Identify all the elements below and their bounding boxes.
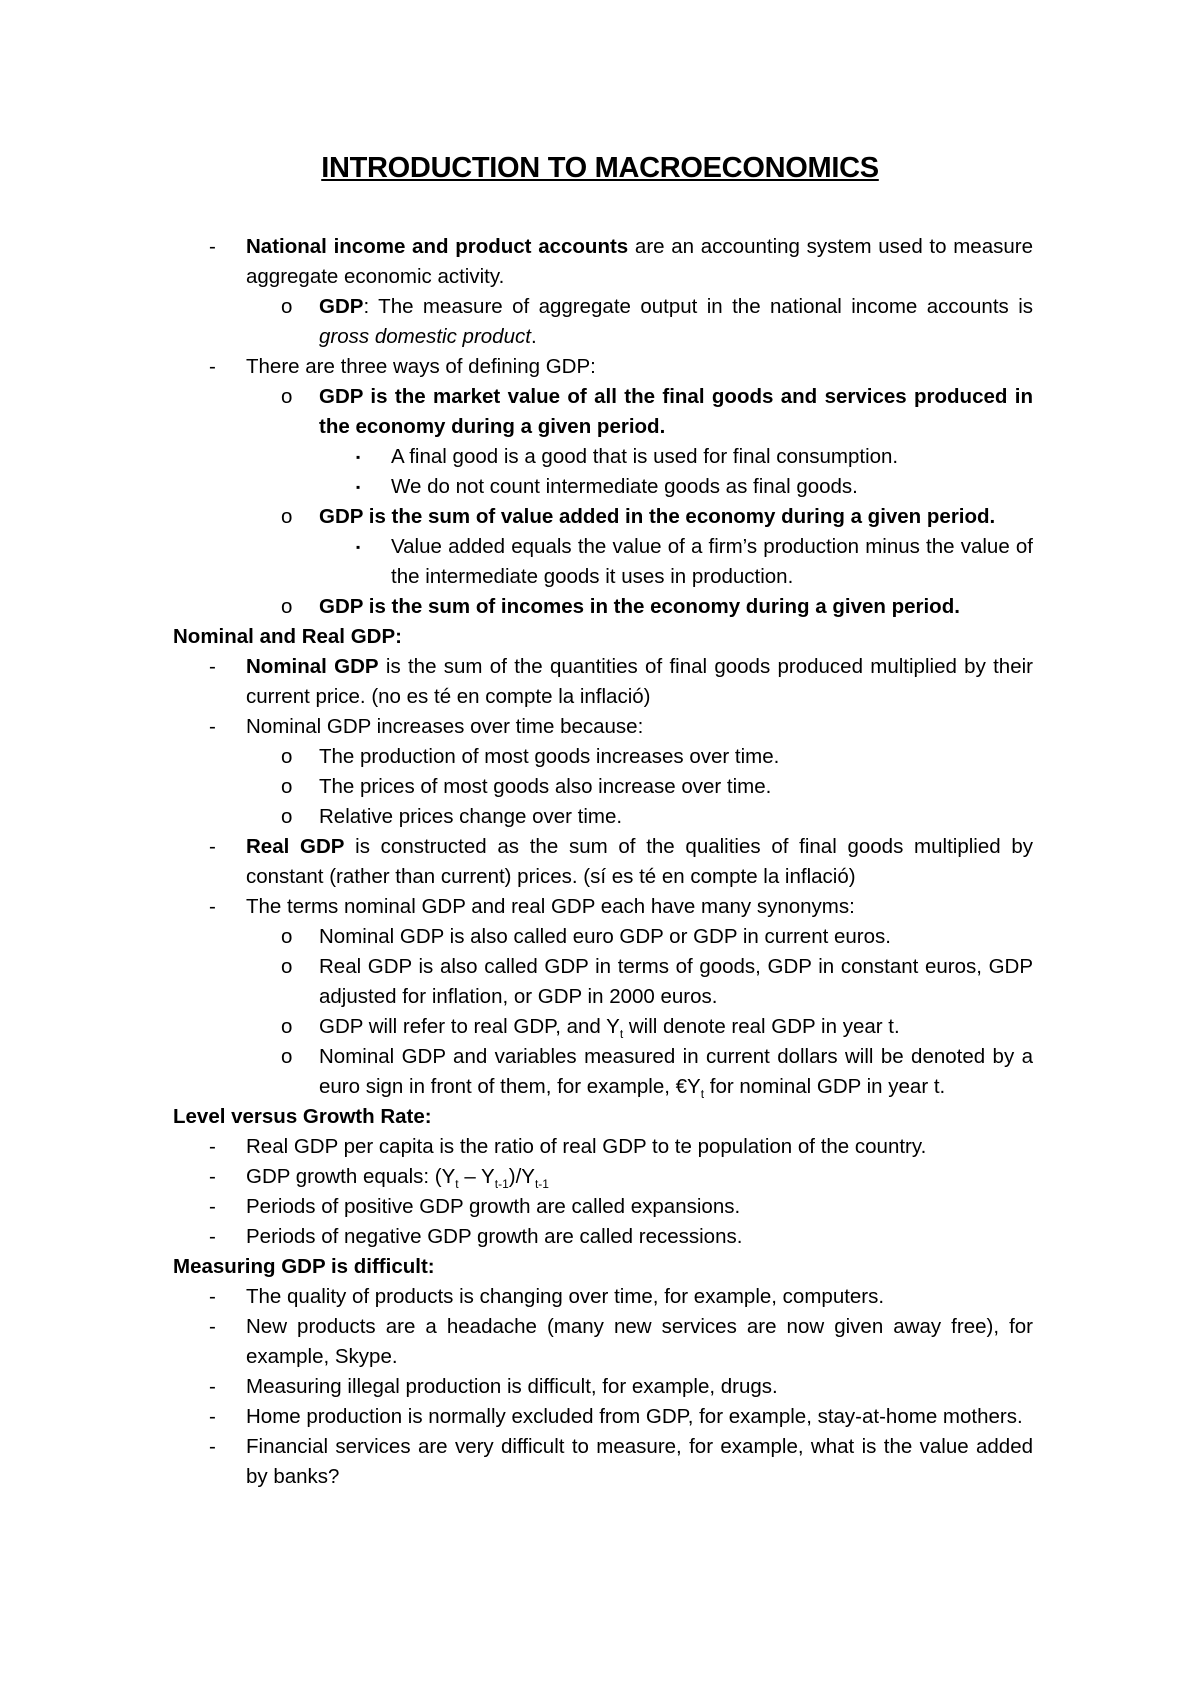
dash-bullet-marker: - [209, 715, 216, 738]
bold-text: GDP is the market value of all the final goods and services produced in the economy during a given period. [319, 385, 1033, 438]
subscript: t [455, 1177, 459, 1192]
list-item [281, 742, 1033, 772]
list-item [209, 1222, 1033, 1252]
list-item [281, 502, 1033, 532]
dash-bullet-marker: - [209, 1375, 216, 1398]
text-run: Home production is normally excluded from GDP, for example, stay-at-home mothers. [246, 1405, 1023, 1428]
list-item [209, 712, 1033, 742]
bold-text: GDP is the sum of value added in the economy during a given period. [319, 505, 996, 528]
text-run: GDP growth equals: (Y [246, 1165, 456, 1188]
text-run: . [530, 325, 537, 348]
circle-bullet-marker: o [281, 595, 293, 618]
dash-bullet-marker: - [209, 1135, 216, 1158]
text-run: Real GDP is also called GDP in terms of goods, GDP in constant euros, GDP adjusted for inflation, or GDP in 2000 euros. [319, 955, 1033, 1008]
list-item [209, 1162, 1033, 1192]
bold-text: GDP [319, 295, 364, 318]
text-run: is the sum of the quantities of final goods produced multiplied by their current price. (no es té en compte la inflació) [246, 655, 1033, 708]
text-run: The quality of products is changing over time, for example, computers. [246, 1285, 885, 1308]
list-item [209, 1312, 1033, 1372]
square-bullet-marker: ▪ [356, 540, 361, 554]
subscript: t [619, 1027, 624, 1042]
list-item [356, 472, 1033, 502]
bold-text: Real GDP [246, 835, 345, 858]
subscript: t [700, 1087, 705, 1102]
dash-bullet-marker: - [209, 1405, 216, 1428]
circle-bullet-marker: o [281, 955, 293, 978]
section-heading [173, 622, 1033, 652]
text-run: We do not count intermediate goods as final goods. [391, 475, 858, 498]
dash-bullet-marker: - [209, 235, 216, 258]
text-run: will denote real GDP in year t. [623, 1015, 900, 1038]
list-item [209, 1372, 1033, 1402]
section-heading [173, 1252, 1033, 1282]
list-item [281, 382, 1033, 442]
dash-bullet-marker: - [209, 1315, 216, 1338]
text-run: Real GDP per capita is the ratio of real GDP to te population of the country. [246, 1135, 927, 1158]
text-run: GDP will refer to real GDP, and Y [319, 1015, 620, 1038]
text-run: Measuring illegal production is difficult, for example, drugs. [246, 1375, 778, 1398]
text-run: Periods of positive GDP growth are called expansions. [246, 1195, 741, 1218]
bold-text: National income and product accounts [246, 235, 629, 258]
list-item [281, 1042, 1033, 1102]
circle-bullet-marker: o [281, 745, 293, 768]
text-run: – Y [458, 1165, 495, 1188]
square-bullet-marker: ▪ [356, 450, 361, 464]
bold-text: Nominal GDP [246, 655, 379, 678]
bold-text: Measuring GDP is difficult: [173, 1255, 435, 1278]
list-item [356, 442, 1033, 472]
dash-bullet-marker: - [209, 655, 216, 678]
circle-bullet-marker: o [281, 1045, 293, 1068]
list-item [209, 892, 1033, 922]
bold-text: GDP is the sum of incomes in the economy during a given period. [319, 595, 960, 618]
text-run: Financial services are very difficult to measure, for example, what is the value added by banks? [246, 1435, 1033, 1488]
list-item [209, 1132, 1033, 1162]
list-item [356, 532, 1033, 592]
list-item [209, 352, 1033, 382]
text-run: Value added equals the value of a firm’s production minus the value of the intermediate goods it uses in production. [391, 535, 1033, 588]
list-item [209, 232, 1033, 292]
text-run: The production of most goods increases over time. [319, 745, 780, 768]
dash-bullet-marker: - [209, 1165, 216, 1188]
list-item [281, 952, 1033, 1012]
dash-bullet-marker: - [209, 355, 216, 378]
text-run: Periods of negative GDP growth are called recessions. [246, 1225, 743, 1248]
text-run: )/Y [508, 1165, 535, 1188]
circle-bullet-marker: o [281, 505, 293, 528]
text-run: A final good is a good that is used for final consumption. [391, 445, 899, 468]
list-item [281, 592, 1033, 622]
list-item [281, 772, 1033, 802]
subscript: t-1 [494, 1177, 509, 1192]
section-heading [173, 1102, 1033, 1132]
text-run: New products are a headache (many new services are now given away free), for example, Skype. [246, 1315, 1033, 1368]
text-run: are an accounting system used to measure aggregate economic activity. [246, 235, 1033, 288]
circle-bullet-marker: o [281, 385, 293, 408]
dash-bullet-marker: - [209, 1285, 216, 1308]
list-item [209, 652, 1033, 712]
document-body [173, 232, 1033, 1492]
text-run: Relative prices change over time. [319, 805, 623, 828]
list-item [281, 802, 1033, 832]
text-run: There are three ways of defining GDP: [246, 355, 596, 378]
subscript: t-1 [534, 1177, 549, 1192]
circle-bullet-marker: o [281, 925, 293, 948]
list-item [281, 292, 1033, 352]
circle-bullet-marker: o [281, 805, 293, 828]
list-item [209, 832, 1034, 892]
bold-text: Nominal and Real GDP: [173, 625, 402, 648]
list-item [209, 1282, 1033, 1312]
text-run: : The measure of aggregate output in the national income accounts is [363, 295, 1033, 318]
dash-bullet-marker: - [209, 835, 216, 858]
circle-bullet-marker: o [281, 775, 293, 798]
list-item [209, 1432, 1033, 1492]
text-run: Nominal GDP increases over time because: [246, 715, 644, 738]
text-run: Nominal GDP is also called euro GDP or GDP in current euros. [319, 925, 891, 948]
italic-text: gross domestic product [319, 325, 531, 348]
dash-bullet-marker: - [209, 895, 216, 918]
text-run: Nominal GDP and variables measured in current dollars will be denoted by a euro sign in front of them, for example, €Y [319, 1045, 1033, 1098]
text-run: The prices of most goods also increase over time. [319, 775, 772, 798]
list-item [209, 1402, 1033, 1432]
circle-bullet-marker: o [281, 295, 293, 318]
page-title: INTRODUCTION TO MACROECONOMICS [321, 152, 879, 184]
text-run: The terms nominal GDP and real GDP each have many synonyms: [246, 895, 855, 918]
text-run: for nominal GDP in year t. [704, 1075, 946, 1098]
dash-bullet-marker: - [209, 1435, 216, 1458]
dash-bullet-marker: - [209, 1225, 216, 1248]
square-bullet-marker: ▪ [356, 480, 361, 494]
bold-text: Level versus Growth Rate: [173, 1105, 432, 1128]
circle-bullet-marker: o [281, 1015, 293, 1038]
list-item [281, 922, 1033, 952]
list-item [281, 1012, 1033, 1042]
dash-bullet-marker: - [209, 1195, 216, 1218]
list-item [209, 1192, 1033, 1222]
text-run: is constructed as the sum of the qualities of final goods multiplied by constant (rather than current) prices. (sí es té en compte la inflació) [246, 835, 1034, 888]
